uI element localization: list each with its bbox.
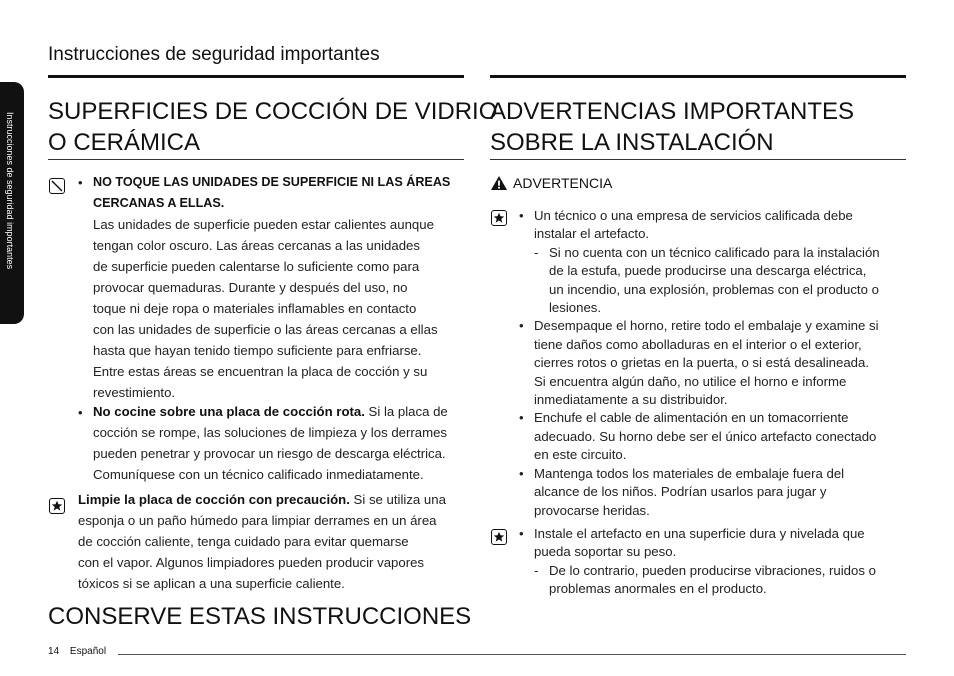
left-item-1-line: Las unidades de superficie pueden estar calientes aunque — [93, 217, 434, 232]
right-bullet-1-sub-line: de la estufa, puede producirse una descarga eléctrica, — [549, 263, 867, 279]
left-item-3-bold: Limpie la placa de cocción con precaución. — [78, 492, 350, 507]
right-bullet-5-line: Instale el artefacto en una superficie dura y nivelada que — [534, 526, 865, 541]
side-tab-label: Instrucciones de seguridad importantes — [5, 112, 15, 270]
footer — [48, 646, 106, 657]
bullet-dot: • — [519, 465, 524, 481]
left-heading-line1: SUPERFICIES DE COCCIÓN DE VIDRIO — [48, 98, 498, 125]
top-rule-right — [490, 75, 906, 78]
left-item-2-rest: Si la placa de — [364, 404, 448, 419]
warning-label — [490, 175, 612, 191]
right-bullet-1-line: instalar el artefacto. — [534, 226, 650, 242]
dash-mark: - — [534, 562, 539, 578]
bullet-dot: • — [519, 526, 524, 541]
right-bullet-3-line: en este circuito. — [534, 447, 627, 463]
left-heading — [48, 96, 497, 158]
right-bullet-1 — [519, 207, 914, 244]
left-item-3-line: tóxicos si se aplican a una superficie caliente. — [78, 576, 345, 591]
right-bullet-5-line: pueda soportar su peso. — [534, 544, 677, 560]
side-tab — [0, 82, 24, 324]
left-item-1-line: tengan color oscuro. Las áreas cercanas a las unidades — [93, 238, 420, 253]
left-item-3 — [78, 489, 478, 594]
right-bullet-2-line: Si encuentra algún daño, no utilice el horno e informe — [534, 373, 847, 389]
right-heading-line1: ADVERTENCIAS IMPORTANTES — [490, 98, 855, 125]
bullet-dot: • — [519, 410, 524, 426]
left-item-3-first-line — [78, 489, 478, 510]
right-bullet-1-line: Un técnico o una empresa de servicios calificada debe — [534, 208, 853, 223]
left-heading-rule — [48, 159, 464, 160]
left-item-3-line: con el vapor. Algunos limpiadores pueden producir vapores — [78, 555, 425, 570]
left-item-3-rest: Si se utiliza una — [349, 492, 446, 507]
right-bullet-3-text — [534, 409, 876, 464]
left-item-1-line: Entre estas áreas se encuentran la placa de cocción y su — [93, 364, 428, 379]
right-bullets-group-1 — [519, 207, 914, 520]
right-bullet-5-sub — [519, 562, 914, 599]
page-header-title: Instrucciones de seguridad importantes — [48, 44, 380, 65]
right-bullet-2-line: inmediatamente a su distribuidor. — [534, 392, 728, 408]
right-bullet-4-line: provocarse heridas. — [534, 502, 650, 518]
right-heading-rule — [490, 159, 906, 160]
left-item-2-first-line — [93, 401, 473, 422]
right-bullets-group-2 — [519, 525, 914, 599]
left-item-3-line: esponja o un paño húmedo para limpiar derrames en un área — [78, 513, 437, 528]
right-bullet-2-line: tiene daños como abolladuras en el interior o el exterior, — [534, 336, 862, 352]
left-heading-line2: O CERÁMICA — [48, 129, 201, 156]
warning-triangle-icon — [490, 175, 508, 191]
page-number: 14 — [48, 646, 60, 657]
left-item-2-line: Comuníquese con un técnico calificado inmediatamente. — [93, 467, 424, 482]
top-rule-left — [48, 75, 464, 78]
left-item-1-line: provocar quemaduras. Durante y después del uso, no — [93, 280, 408, 295]
right-bullet-3-line: Enchufe el cable de alimentación en un tomacorriente — [534, 410, 849, 426]
left-item-2-line: cocción se rompe, las soluciones de limpieza y los derrames — [93, 425, 448, 440]
right-bullet-3 — [519, 409, 914, 464]
left-item-3-line: de cocción caliente, tenga cuidado para evitar quemarse — [78, 534, 409, 549]
left-item-1 — [93, 172, 473, 403]
left-item-2-line: pueden penetrar y provocar un riesgo de descarga eléctrica. — [93, 446, 446, 461]
left-item-1-line: de superficie pueden calentarse lo suficiente como para — [93, 259, 420, 274]
right-heading-line2: SOBRE LA INSTALACIÓN — [490, 129, 774, 156]
warning-label-text: ADVERTENCIA — [513, 175, 613, 191]
no-touch-icon — [49, 178, 65, 194]
left-item-2-bold: No cocine sobre una placa de cocción rota. — [93, 404, 365, 419]
right-bullet-5-sub-line: problemas anormales en el producto. — [549, 581, 767, 597]
right-bullet-1-text — [534, 207, 853, 244]
right-bullet-1-sub-line: un incendio, una explosión, problemas con el producto o — [549, 281, 879, 297]
star-note-icon — [491, 529, 507, 545]
right-bullet-2-text — [534, 317, 879, 409]
right-bullet-5 — [519, 525, 914, 562]
right-heading — [490, 96, 854, 158]
right-bullet-4-line: Mantenga todos los materiales de embalaje fuera del — [534, 465, 845, 481]
bullet-dot: • — [519, 318, 524, 334]
left-item-1-line: toque ni deje ropa o materiales inflamables en contacto — [93, 301, 417, 316]
left-item-1-title-line1: NO TOQUE LAS UNIDADES DE SUPERFICIE NI LAS ÁREAS — [93, 175, 451, 189]
right-bullet-5-text — [534, 525, 865, 562]
right-bullet-2-line: cierres rotos o grietas en la puerta, o si está desalineada. — [534, 355, 870, 371]
right-bullet-4-text — [534, 465, 844, 520]
left-item-1-line: con las unidades de superficie o las áreas cercanas a ellas — [93, 322, 438, 337]
bullet-dot: • — [519, 208, 524, 223]
page-language: Español — [69, 646, 107, 657]
right-bullet-2 — [519, 317, 914, 409]
right-bullet-4 — [519, 465, 914, 520]
left-item-1-line: hasta que hayan tenido tiempo suficiente para enfriarse. — [93, 343, 422, 358]
bullet-dot: • — [78, 405, 83, 420]
left-item-1-line: revestimiento. — [93, 385, 176, 400]
dash-mark: - — [534, 244, 539, 260]
bullet-dot: • — [78, 175, 83, 190]
star-note-icon — [491, 210, 507, 226]
right-bullet-1-sub-text — [549, 244, 880, 318]
left-item-2 — [93, 401, 473, 485]
right-bullet-5-sub-line: De lo contrario, pueden producirse vibraciones, ruidos o — [549, 562, 876, 578]
right-bullet-1-sub-line: lesiones. — [549, 300, 602, 316]
right-bullet-3-line: adecuado. Su horno debe ser el único artefacto conectado — [534, 428, 877, 444]
star-note-icon — [49, 498, 65, 514]
right-bullet-1-sub-line: Si no cuenta con un técnico calificado para la instalación — [549, 244, 880, 260]
conserve-heading: CONSERVE ESTAS INSTRUCCIONES — [48, 603, 472, 630]
right-bullet-1-sub — [519, 244, 914, 318]
footer-rule — [118, 654, 906, 655]
right-bullet-2-line: Desempaque el horno, retire todo el embalaje y examine si — [534, 318, 879, 334]
right-bullet-5-sub-text — [549, 562, 876, 599]
left-item-1-title-line2: CERCANAS A ELLAS. — [93, 196, 225, 210]
right-bullet-4-line: alcance de los niños. Podrían usarlos para jugar y — [534, 484, 827, 500]
